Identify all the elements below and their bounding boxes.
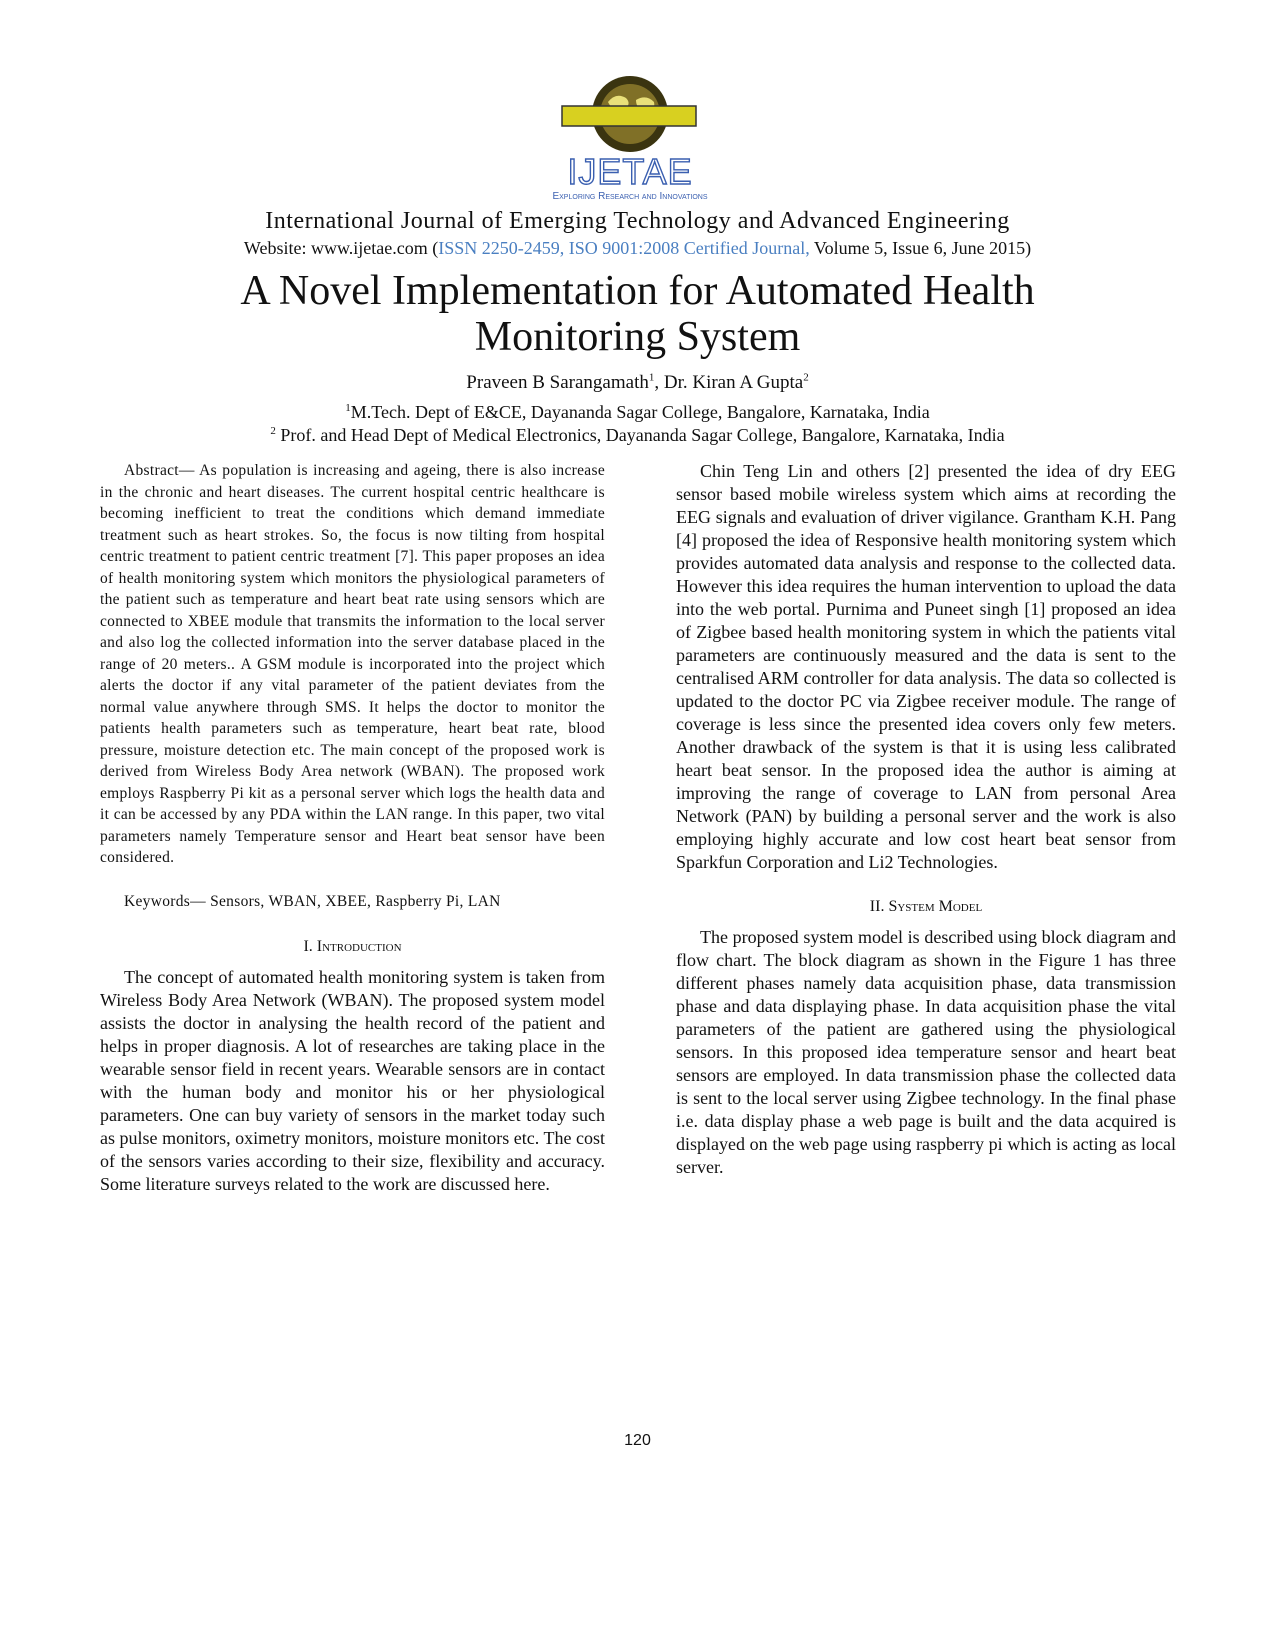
right-column [676,460,1176,1179]
section-1-title: Introduction [316,937,402,955]
section-1-heading [100,938,605,956]
section-2-title: System Model [888,898,983,915]
journal-logo [500,72,760,202]
volume-text: Volume 5, Issue 6, June 2015) [809,238,1032,258]
keywords: Keywords— Sensors, WBAN, XBEE, Raspberry Pi, LAN [124,892,501,910]
section-2-heading [676,898,1176,916]
author-1: Praveen B Sarangamath [466,372,649,393]
author-separator: , [654,372,664,393]
issn-link[interactable]: ISSN 2250-2459, ISO 9001:2008 Certified Journal, [438,238,810,258]
affiliation-2-text: Prof. and Head Dept of Medical Electronics, Dayananda Sagar College, Bangalore, Karnataka, India [275,425,1005,445]
section-2-text: The proposed system model is described using block diagram and flow chart. The block diagram as shown in the Figure 1 has three different phases namely data acquisition phase, data transmission phase and data displaying phase. In data acquisition phase the vital parameters of the patient are gathered using the physiological sensors. In this proposed idea temperature sensor and heart beat sensors are employed. In data transmission phase the collected data is sent to the local server using Zigbee technology. In the final phase i.e. data display phase a web page is built and the data acquired is displayed on the web page using raspberry pi which is acting as local server. [676,927,1176,1177]
left-column [100,460,605,1196]
logo-title: IJETAE [567,151,693,192]
logo-subtitle: Exploring Research and Innovations [552,191,708,202]
author-2-sup: 2 [803,371,809,384]
section-1-text: The concept of automated health monitoring system is taken from Wireless Body Area Network (WBAN). The proposed system model assists the doctor in analysing the health record of the patient and helps in proper diagnosis. A lot of researches are taking place in the wearable sensor field in recent years. Wearable sensors are in contact with the human body and monitor his or her physiological parameters. One can buy variety of sensors in the market today such as pulse monitors, oximetry monitors, moisture monitors etc. The cost of the sensors varies according to their size, flexibility and accuracy. Some literature surveys related to the work are discussed here. [100,966,605,1194]
affiliation-1 [0,402,1275,423]
related-work-paragraph: Chin Teng Lin and others [2] presented the idea of dry EEG sensor based mobile wireless system which aims at recording the EEG signals and evaluation of driver vigilance. Grantham K.H. Pang [4] proposed the idea of Responsive health monitoring system which provides automated data analysis and response to the collected data. However this idea requires the human intervention to upload the data into the web portal. Purnima and Puneet singh [1] proposed an idea of Zigbee based health monitoring system in which the patients vital parameters are continuously measured and the data is sent to the centralised ARM controller for data analysis. The data so collected is updated to the doctor PC via Zigbee receiver module. The range of coverage is less since the presented idea covers only few meters. Another drawback of the system is that it is using less calibrated heart beat sensor. In the proposed idea the author is aiming at improving the range of coverage to LAN from personal Area Network (PAN) by building a personal server and the work is also employing highly accurate and low cost heart beat sensor from Sparkfun Corporation and Li2 Technologies. [676,461,1176,872]
authors [0,372,1275,394]
journal-info [0,238,1275,259]
banner-bar [562,106,696,126]
affiliation-2-sup: 2 [270,425,276,437]
affiliation-1-sup: 1 [345,402,351,414]
journal-name: International Journal of Emerging Technology and Advanced Engineering [265,208,1010,234]
affiliation-2 [0,425,1275,446]
affiliation-1-text: M.Tech. Dept of E&CE, Dayananda Sagar College, Bangalore, Karnataka, India [350,402,930,422]
author-2: Dr. Kiran A Gupta [663,372,804,393]
website-text: Website: www.ijetae.com ( [243,238,439,258]
author-1-sup: 1 [648,371,655,384]
paper-title: A Novel Implementation for Automated Health Monitoring System [240,268,1035,360]
page-number: 120 [624,1432,651,1449]
section-2-number: II. [869,898,885,915]
abstract: Abstract— As population is increasing and ageing, there is also increase in the chronic and heart diseases. The current hospital centric healthcare is becoming inefficient to treat the conditions which demand immediate treatment such as heart strokes. So, the focus is now tilting from hospital centric treatment to patient centric treatment [7]. This paper proposes an idea of health monitoring system which monitors the physiological parameters of the patient such as temperature and heart beat rate using sensors which are connected to XBEE module that transmits the information to the local server and also log the collected information into the server database placed in the range of 20 meters.. A GSM module is incorporated into the project which alerts the doctor if any vital parameter of the patient deviates from the normal value anywhere through SMS. It helps the doctor to monitor the patients health parameters such as temperature, heart beat rate, blood pressure, moisture detection etc. The main concept of the proposed work is derived from Wireless Body Area network (WBAN). The proposed work employs Raspberry Pi kit as a personal server which logs the health data and it can be accessed by any PDA within the LAN range. In this paper, two vital parameters namely Temperature sensor and Heart beat sensor have been considered. [100,462,605,866]
section-1-number: I. [303,937,313,955]
